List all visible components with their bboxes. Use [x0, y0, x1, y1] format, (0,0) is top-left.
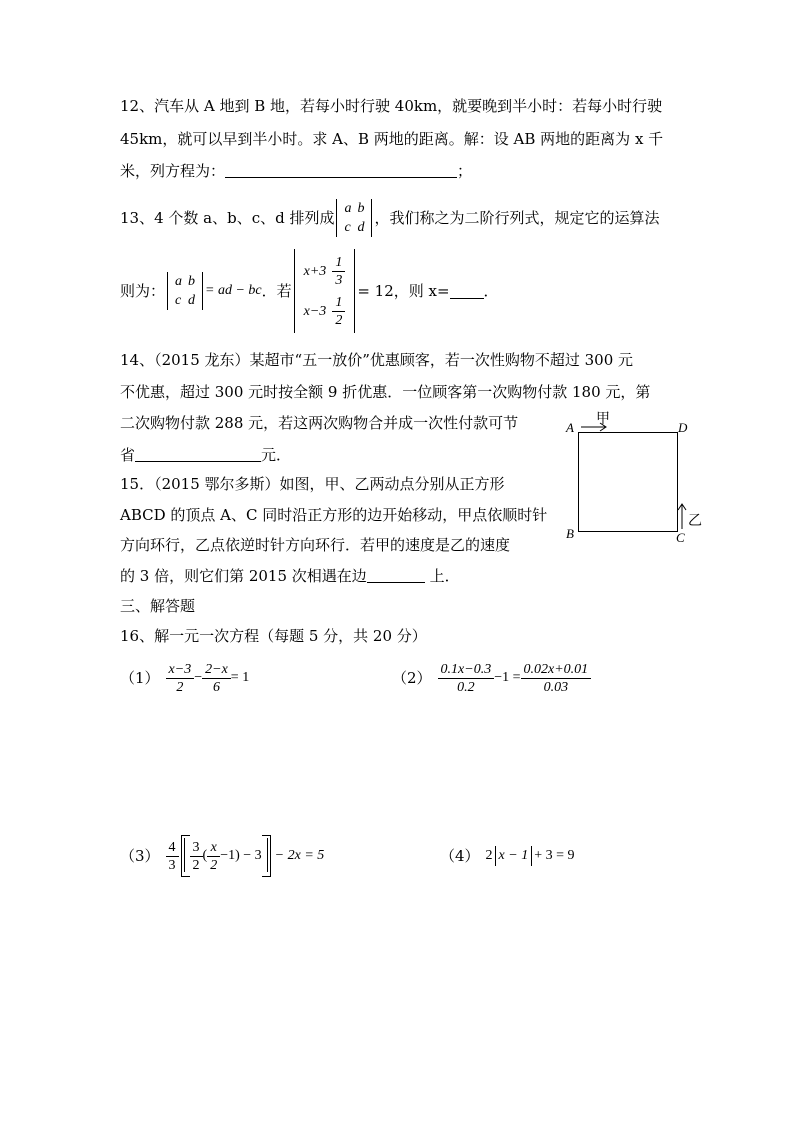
q13-line2-prefix: 则为：	[120, 282, 166, 300]
q15-line4-suffix: 上．	[424, 567, 460, 585]
p3-label: （3）	[120, 847, 160, 865]
section-3-heading: 三、解答题	[120, 597, 196, 615]
p3-inner-rest: −1) − 3	[220, 848, 262, 863]
p3-inner-open: (	[202, 848, 208, 863]
q12-line3-prefix: 米，列方程为：	[120, 162, 226, 180]
vertex-a-label: A	[566, 420, 574, 435]
q13-determinant-abcd	[336, 199, 372, 237]
q15-line3: 方向环行，乙点依逆时针方向环行．若甲的速度是乙的速度	[120, 536, 511, 554]
yi-label: 乙	[688, 513, 702, 529]
p4-rhs: + 3 = 9	[534, 848, 575, 863]
q13-rule: = ad − bc	[205, 283, 262, 298]
q14-line4	[120, 445, 291, 465]
p3-fraction-3-2: $\frac{3}{2}$	[190, 839, 203, 874]
q14-answer-blank[interactable]	[135, 447, 261, 462]
q13-end: ．	[483, 282, 499, 300]
p3-rhs: − 2x = 5	[274, 848, 325, 863]
q16-problem-1	[120, 656, 249, 700]
q13-determinant-x	[294, 249, 356, 333]
p3-fraction-x-2: $\frac{x}{2}$	[207, 839, 220, 874]
q16-problem-2	[392, 656, 591, 700]
q13-determinant-rule	[167, 272, 203, 310]
p4-abs: x − 1	[495, 846, 533, 866]
det-a: a	[344, 201, 352, 216]
q12-line2: 45km，就可以早到半小时。求 A、B 两地的距离。解：设 AB 两地的距离为 x 千	[120, 130, 664, 148]
q13-line1-suffix: ，我们称之为二阶行列式，规定它的运算法	[374, 209, 660, 227]
q13-mid: ．若	[261, 282, 292, 300]
q12-line3	[120, 161, 472, 181]
vertex-d-label: D	[678, 420, 688, 435]
det-rule-d: d	[188, 293, 196, 308]
q13-answer-blank[interactable]	[450, 284, 484, 299]
m11: x+3	[303, 263, 327, 279]
q16-problem-4	[440, 842, 575, 870]
q13-line2	[120, 248, 499, 334]
p4-label: （4）	[440, 847, 480, 865]
p1-rhs: = 1	[230, 670, 250, 685]
m22-fraction: $\frac{1}{2}$	[332, 294, 345, 329]
det-rule-c: c	[175, 293, 182, 308]
q12-answer-blank[interactable]	[225, 163, 457, 178]
jia-label: 甲	[596, 411, 610, 427]
det-rule-a: a	[175, 274, 183, 289]
m21: x−3	[303, 303, 327, 319]
q13-eq: = 12，则 x=	[357, 282, 450, 300]
yi-arrow-icon	[676, 502, 688, 530]
q13-line1	[120, 200, 660, 236]
q14-line4-prefix: 省	[120, 446, 136, 464]
q15-line4-prefix: 的 3 倍，则它们第 2015 次相遇在边	[120, 567, 367, 585]
q15-line4	[120, 566, 460, 586]
q14-line2: 不优惠，超过 300 元时按全额 9 折优惠．一位顾客第一次购物付款 180 元，第	[120, 383, 651, 401]
q15-line1: 15．（2015 鄂尔多斯）如图，甲、乙两动点分别从正方形	[120, 475, 505, 493]
m12-fraction: $\frac{1}{3}$	[332, 254, 345, 289]
q14-line1: 14、（2015 龙东）某超市“五一放价”优惠顾客，若一次性购物不超过 300 元	[120, 351, 634, 369]
p3-left-bracket	[181, 835, 190, 877]
square-abcd	[578, 432, 678, 532]
q16-title: 16、解一元一次方程（每题 5 分，共 20 分）	[120, 627, 427, 645]
p1-label: （1）	[120, 669, 160, 687]
vertex-b-label: B	[566, 526, 574, 541]
p1-fraction-1: $\frac{x-3}{2}$	[166, 661, 195, 696]
p4-coef: 2	[485, 848, 493, 863]
q14-line4-suffix: 元．	[261, 446, 292, 464]
q12-line3-suffix: ；	[457, 162, 473, 180]
q15-answer-blank[interactable]	[367, 568, 425, 583]
p3-fraction-4-3: $\frac{4}{3}$	[166, 839, 179, 874]
det-b: b	[357, 201, 365, 216]
p1-minus: −	[194, 670, 203, 685]
q12-line1: 12、汽车从 A 地到 B 地，若每小时行驶 40km，就要晚到半小时：若每小时行驶	[120, 97, 663, 115]
p2-label: （2）	[392, 669, 432, 687]
p2-fraction-2: $\frac{0.02x+0.01}{0.03}$	[521, 661, 592, 696]
p2-mid: −1 =	[494, 670, 521, 685]
det-d: d	[357, 220, 365, 235]
p2-fraction-1: $\frac{0.1x-0.3}{0.2}$	[438, 661, 495, 696]
q13-line1-prefix: 13、4 个数 a、b、c、d 排列成	[120, 209, 335, 227]
q15-line2: ABCD 的顶点 A、C 同时沿正方形的边开始移动，甲点依顺时针	[120, 506, 548, 524]
p3-right-bracket	[262, 835, 271, 877]
p1-fraction-2: $\frac{2-x}{6}$	[202, 661, 231, 696]
q16-problem-3	[120, 832, 324, 880]
det-c: c	[344, 220, 351, 235]
det-rule-b: b	[188, 274, 196, 289]
q14-line3: 二次购物付款 288 元，若这两次购物合并成一次性付款可节	[120, 414, 519, 432]
vertex-c-label: C	[676, 530, 685, 545]
